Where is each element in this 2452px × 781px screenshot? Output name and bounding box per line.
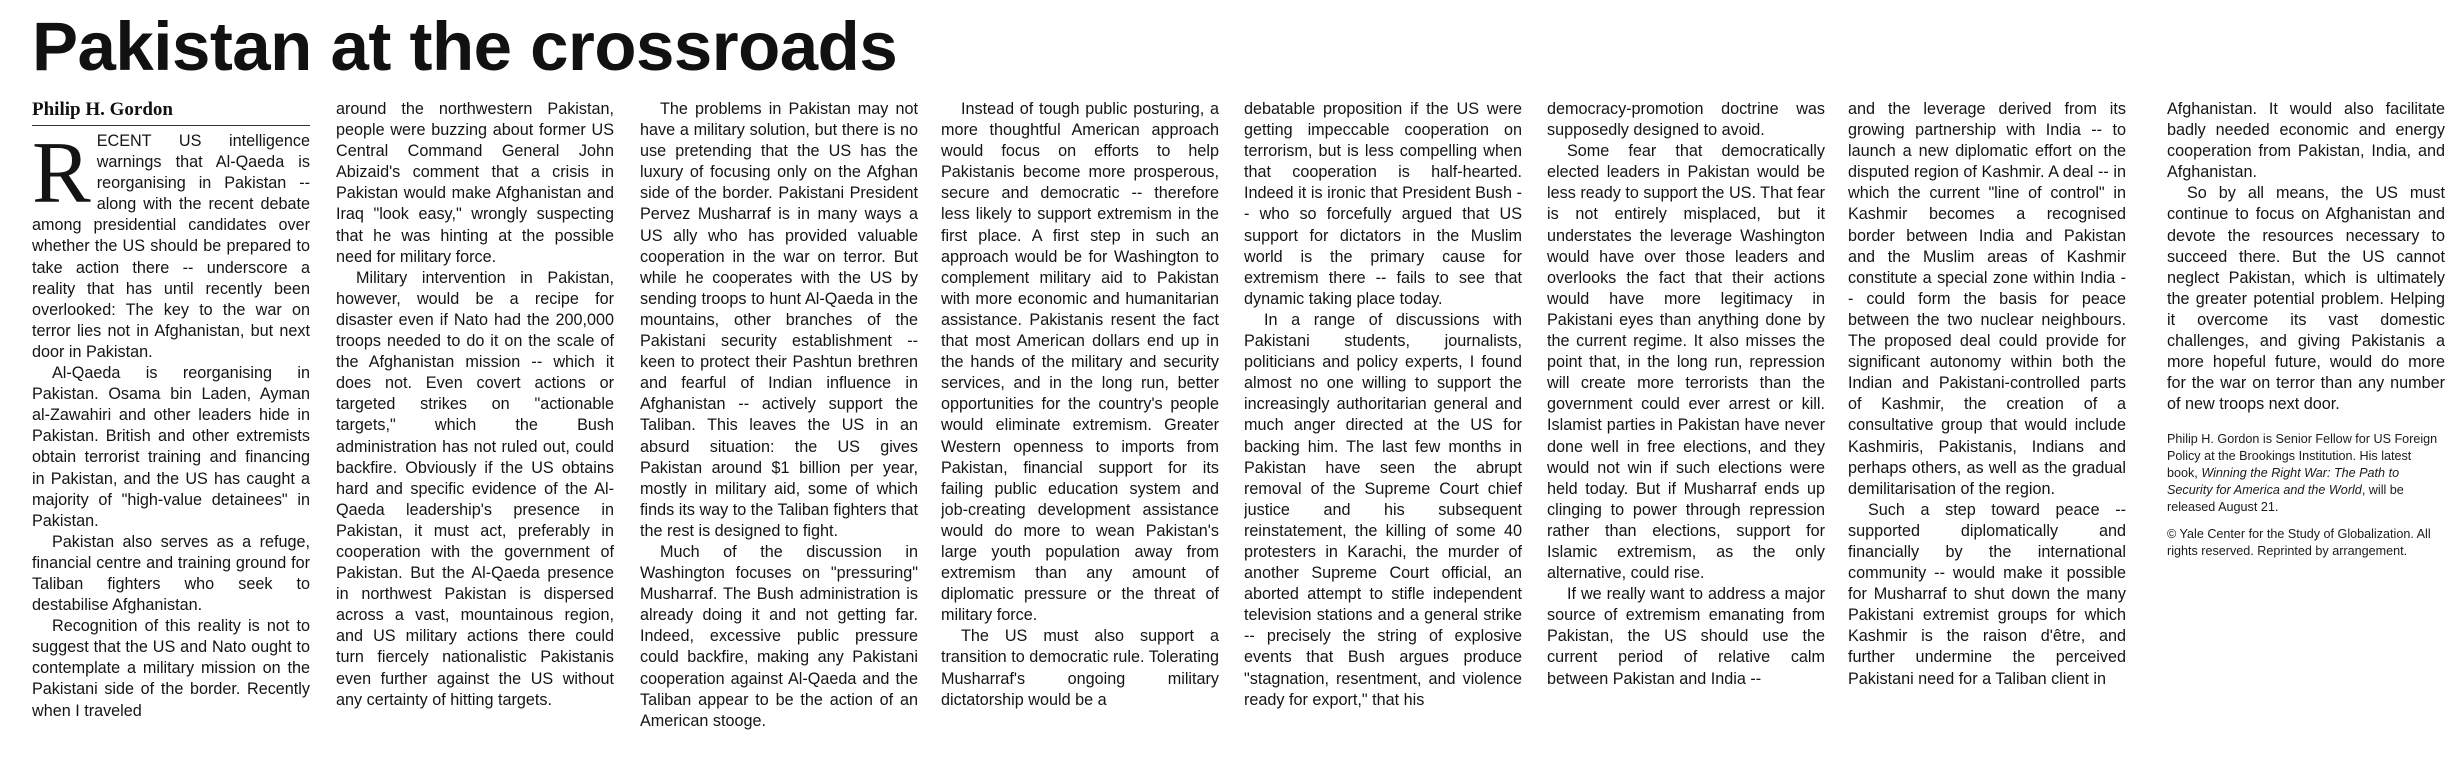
headline: Pakistan at the crossroads [32,8,898,85]
paragraph: debatable proposition if the US were getting impeccable cooperation on terrorism, but is less compelling when that cooperation is half-hearted. Indeed it is ironic that President Bush -- who so forcefully argued that US support for dictators in the Muslim world is the primary cause for extremism there -- fails to see that dynamic taking place today. [1244,100,1522,308]
paragraph: around the northwestern Pakistan, people were buzzing about former US Central Command General John Abizaid's comment that a crisis in Pakistan would make Afghanistan and Iraq "look easy," wrongly suspecting that he was hinting at the possible need for military force. [336,100,614,266]
bio-lead: Philip H. Gordon is Senior Fellow for US Foreign Policy at the Brookings Institution. His latest book, [2167,432,2438,481]
drop-cap: R [32,131,91,222]
column-8 [2167,99,2445,781]
paragraph: So by all means, the US must continue to focus on Afghanistan and devote the resources necessary to succeed there. But the US cannot neglect Pakistan, which is ultimately the greater potential problem. Helping it overcome its vast domestic challenges, and giving Pakistanis a more hopeful future, would do more for the war on terror than any number of new troops next door. [2167,184,2445,414]
paragraph: Some fear that democratically elected leaders in Pakistan would be less ready to support the US. That fear is not entirely misplaced, but it understates the leverage Washington would have over those leaders and overlooks the fact that their actions would have more legitimacy in Pakistani eyes than anything done by the current regime. It also misses the point that, in the long run, repression will create more terrorists than the government could ever arrest or kill. Islamist parties in Pakistan have never done well in free elections, and they would not win if such elections were held today. But if Musharraf ends up clinging to power through repression rather than elections, support for Islamic extremism, as the only alternative, could rise. [1547,142,1825,583]
paragraph: Afghanistan. It would also facilitate badly needed economic and energy cooperation from Pakistan, India, and Afghanistan. [2167,100,2445,182]
byline [32,99,310,126]
paragraph: Al-Qaeda is reorganising in Pakistan. Osama bin Laden, Ayman al-Zawahiri and other leaders hide in Pakistan. British and other extremists obtain terrorist training and financing in Pakistan, and the US has caught a majority of "high-value detainees" in Pakistan. [32,364,310,530]
paragraph: and the leverage derived from its growing partnership with India -- to launch a new diplomatic effort on the disputed region of Kashmir. A deal -- in which the current "line of control" in Kashmir becomes a recognised border between India and Pakistan and the Muslim areas of Kashmir constitute a special zone within India -- could form the basis for peace between the two nuclear neighbours. The proposed deal could provide for significant autonomy within both the Indian and Pakistani-controlled parts of Kashmir, the creation of a consultative group that would include Kashmiris, Pakistanis, Indians and perhaps others, as well as the gradual demilitarisation of the region. [1848,100,2126,498]
column-4 [941,99,1219,781]
paragraph: Such a step toward peace -- supported diplomatically and financially by the international community -- would make it possible for Musharraf to shut down the many Pakistani extremist groups for which Kashmir is the raison d'être, and further undermine the perceived Pakistani need for a Taliban client in [1848,500,2126,688]
author-name: Philip H. Gordon [32,99,173,120]
paragraph: Instead of tough public posturing, a more thoughtful American approach would focus on efforts to help Pakistanis become more prosperous, secure and democratic -- therefore less likely to support extremism in the first place. A first step in such an approach would be for Washington to complement military aid to Pakistan with more economic and humanitarian assistance. Pakistanis resent the fact that most American dollars end up in the hands of the military and security services, and in the long run, better opportunities for the country's people would eliminate extremism. Greater Western openness to imports from Pakistan, financial support for its failing public education system and job-creating development assistance would do more to wean Pakistan's large youth population away from extremism than any amount of diplomatic pressure or the threat of military force. [941,100,1219,625]
lead-text: ECENT US intelligence warnings that Al-Qaeda is reorganising in Pakistan -- along with the recent debate among presidential candidates over whether the US should be prepared to take action there -- underscore a reality that has until recently been overlooked: The key to the war on terror lies not in Afghanistan, but next door in Pakistan. [32,132,310,361]
author-bio [2167,431,2445,516]
paragraph: The problems in Pakistan may not have a military solution, but there is no use pretending that the US has the luxury of focusing only on the Afghan side of the border. Pakistani President Pervez Musharraf is in many ways a US ally who has provided valuable cooperation in the war on terror. But while he cooperates with the US by sending troops to hunt Al-Qaeda in the mountains, other branches of the Pakistani security establishment -- keen to protect their Pashtun brethren and fearful of Indian influence in Afghanistan -- actively support the Taliban. This leaves the US in an absurd situation: the US gives Pakistan around $1 billion per year, mostly in military aid, some of which finds its way to the Taliban fighters that the rest is designed to fight. [640,100,918,540]
copyright-notice: © Yale Center for the Study of Globalization. All rights reserved. Reprinted by arrangement. [2167,527,2431,559]
bio-tail: , will be released August 21. [2167,483,2404,515]
paragraph: Recognition of this reality is not to suggest that the US and Nato ought to contemplate a military mission on the Pakistani side of the border. Recently when I traveled [32,617,310,720]
paragraph: The US must also support a transition to democratic rule. Tolerating Musharraf's ongoing military dictatorship would be a [941,627,1219,709]
paragraph: If we really want to address a major source of extremism emanating from Pakistan, the US should use the current period of relative calm between Pakistan and India -- [1547,585,1825,688]
paragraph: In a range of discussions with Pakistani students, journalists, politicians and policy experts, I found almost no one willing to support the increasingly authoritarian general and much anger directed at the US for backing him. The last few months in Pakistan have seen the abrupt removal of the Supreme Court chief justice and his subsequent reinstatement, the killing of some 40 protesters in Karachi, the murder of another Supreme Court official, an aborted attempt to stifle independent television stations and a general strike -- precisely the string of explosive events that Bush argues produce "stagnation, resentment, and violence ready for export," that his [1244,310,1522,709]
column-2 [336,99,614,781]
paragraph [32,131,310,363]
book-title: Winning the Right War: The Path to Security for America and the World [2167,466,2400,498]
paragraph: democracy-promotion doctrine was supposedly designed to avoid. [1547,100,1825,140]
paragraph: Military intervention in Pakistan, however, would be a recipe for disaster even if Nato had the 200,000 troops needed to do it on the scale of the Afghanistan mission -- which it does not. Even covert actions or targeted strikes on "actionable targets," which the Bush administration has not ruled out, could backfire. Obviously if the US obtains hard and specific evidence of the Al-Qaeda leadership's presence in Pakistan, it must act, preferably in cooperation with the government of Pakistan. But the Al-Qaeda presence in northwest Pakistan is dispersed across a vast, mountainous region, and US military actions there could turn fiercely nationalistic Pakistanis even further against the US without any certainty of hitting targets. [336,268,614,709]
paragraph: Much of the discussion in Washington focuses on "pressuring" Musharraf. The Bush administration is already doing it and not getting far. Indeed, excessive public pressure could backfire, making any Pakistani cooperation against Al-Qaeda and the Taliban appear to be the action of an American stooge. [640,542,918,730]
column-7 [1848,99,2126,781]
column-6 [1547,99,1825,781]
column-1 [32,131,310,781]
paragraph: Pakistan also serves as a refuge, financial centre and training ground for Taliban fighters who seek to destabilise Afghanistan. [32,532,310,615]
column-5 [1244,99,1522,781]
column-3 [640,99,918,781]
